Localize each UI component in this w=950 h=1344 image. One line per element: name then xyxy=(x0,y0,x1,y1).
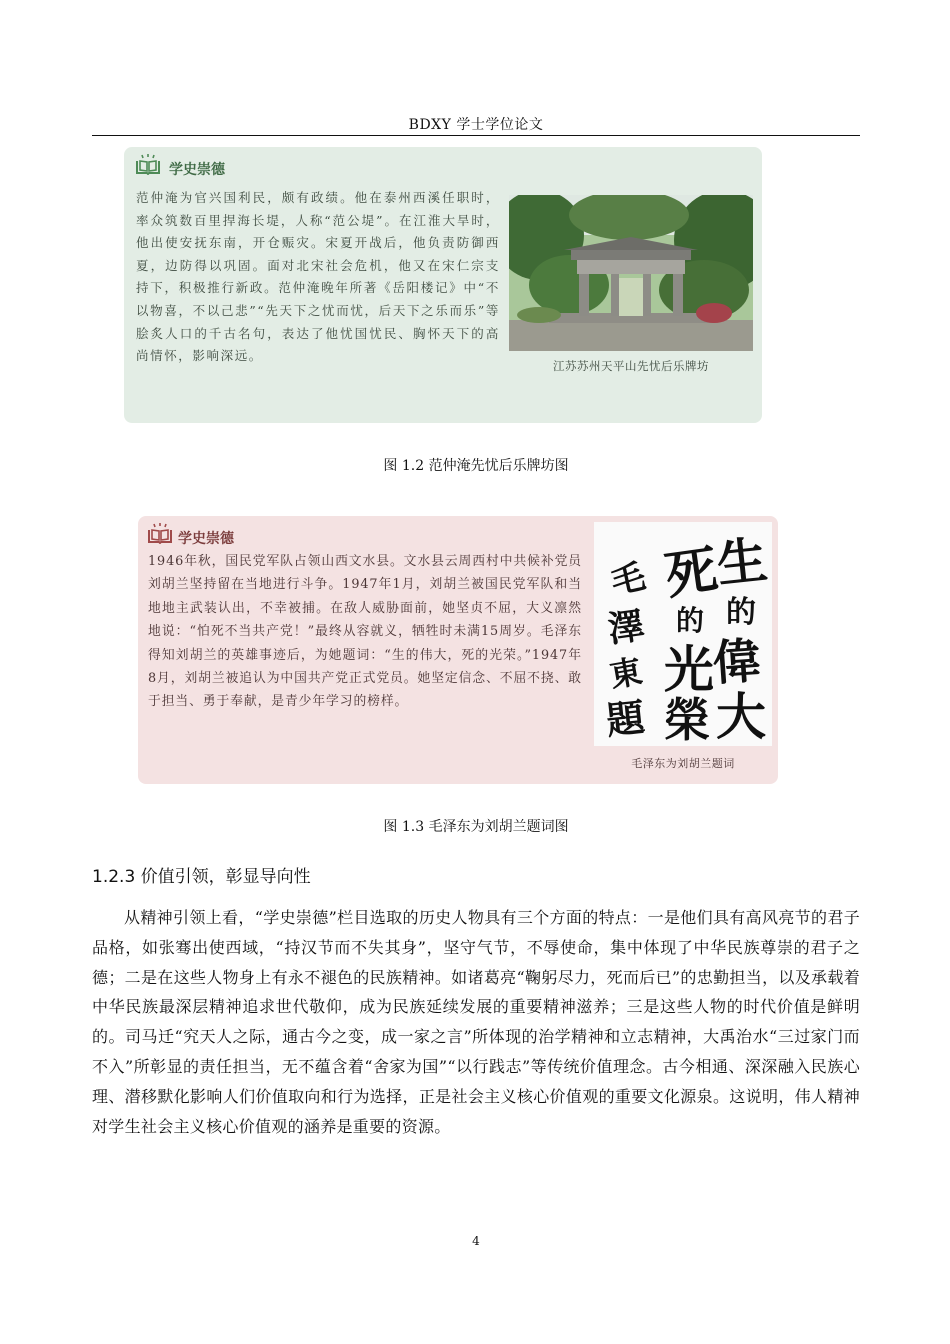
box-text: 范仲淹为官兴国利民，颇有政绩。他在泰州西溪任职时，率众筑数百里捍海长堤，人称“范公堤”。在江淮大旱时，他出使安抚东南，开仓赈灾。宋夏开战后，他负责防御西夏，边防得以巩固。面对北宋社会危机，他又在宋仁宗支持下，积极推行新政。范仲淹晚年所著《岳阳楼记》中“不以物喜，不以己悲”“先天下之忧而忧，后天下之乐而乐”等脍炙人口的千古名句，表达了他忧国忧民、胸怀天下的高尚情怀，影响深远。 xyxy=(136,190,500,364)
header-rule xyxy=(92,135,860,136)
calligraphy-image xyxy=(594,522,772,746)
photo-caption: 江苏苏州天平山先忧后乐牌坊 xyxy=(553,359,709,373)
svg-text:的: 的 xyxy=(726,595,756,630)
svg-text:東: 東 xyxy=(606,651,645,695)
calligraphy-caption: 毛泽东为刘胡兰题词 xyxy=(631,757,735,770)
svg-text:偉: 偉 xyxy=(710,632,763,692)
figure-caption: 图 1.3 毛泽东为刘胡兰题词图 xyxy=(383,819,569,835)
figure-1-2-box xyxy=(124,147,762,423)
box-title: 学史崇德 xyxy=(169,162,225,178)
svg-text:生: 生 xyxy=(714,530,770,594)
book-icon xyxy=(146,522,174,544)
page-header: BDXY 学士学位论文 xyxy=(408,117,544,133)
archway-photo xyxy=(509,195,753,351)
figure-1-3-box xyxy=(138,516,778,784)
section-heading: 1.2.3 价值引领，彰显导向性 xyxy=(92,867,311,887)
body-text xyxy=(92,903,860,1141)
page-number: 4 xyxy=(472,1234,480,1248)
book-icon xyxy=(134,153,162,175)
svg-text:光: 光 xyxy=(664,640,714,699)
svg-text:題: 題 xyxy=(604,694,647,743)
body-paragraph: 从精神引领上看，“学史崇德”栏目选取的历史人物具有三个方面的特点：一是他们具有高风亮节的君子品格，如张骞出使西域，“持汉节而不失其身”，坚守气节，不辱使命，集中体现了中华民族尊崇的君子之德；二是在这些人物身上有永不褪色的民族精神。如诸葛亮“鞠躬尽力，死而后已”的忠勤担当，以及承载着中华民族最深层精神追求世代敬仰，成为民族延续发展的重要精神滋养；三是这些人物的时代价值是鲜明的。司马迁“究天人之际，通古今之变，成一家之言”所体现的治学精神和立志精神，大禹治水“三过家门而不入”所彰显的责任担当，无不蕴含着“舍家为国”“以行践志”等传统价值理念。古今相通、深深融入民族心理、潜移默化影响人们价值取向和行为选择，正是社会主义核心价值观的重要文化源泉。这说明，伟人精神对学生社会主义核心价值观的涵养是重要的资源。 xyxy=(92,908,860,1136)
svg-text:榮: 榮 xyxy=(664,693,710,746)
svg-text:毛: 毛 xyxy=(607,556,650,603)
box-text: 1946年秋，国民党军队占领山西文水县。文水县云周西村中共候补党员刘胡兰坚持留在当地进行斗争。1947年1月，刘胡兰被国民党军队和当地地主武装认出，不幸被捕。在敌人威胁面前，她坚贞不屈，大义凛然地说：“怕死不当共产党！”最终从容就义，牺牲时未满15周岁。毛泽东得知刘胡兰的英雄事迹后，为她题词：“生的伟大，死的光荣。”1947年8月，刘胡兰被追认为中国共产党正式党员。她坚定信念、不屈不挠、敢于担当、勇于奉献，是青少年学习的榜样。 xyxy=(148,554,582,710)
figure-caption: 图 1.2 范仲淹先忧后乐牌坊图 xyxy=(383,458,569,474)
svg-text:死: 死 xyxy=(661,539,722,607)
svg-text:的: 的 xyxy=(676,604,705,637)
calligraphy-strokes xyxy=(594,522,772,746)
svg-text:澤: 澤 xyxy=(605,604,647,651)
box-title: 学史崇德 xyxy=(178,531,234,547)
svg-text:大: 大 xyxy=(716,687,766,746)
